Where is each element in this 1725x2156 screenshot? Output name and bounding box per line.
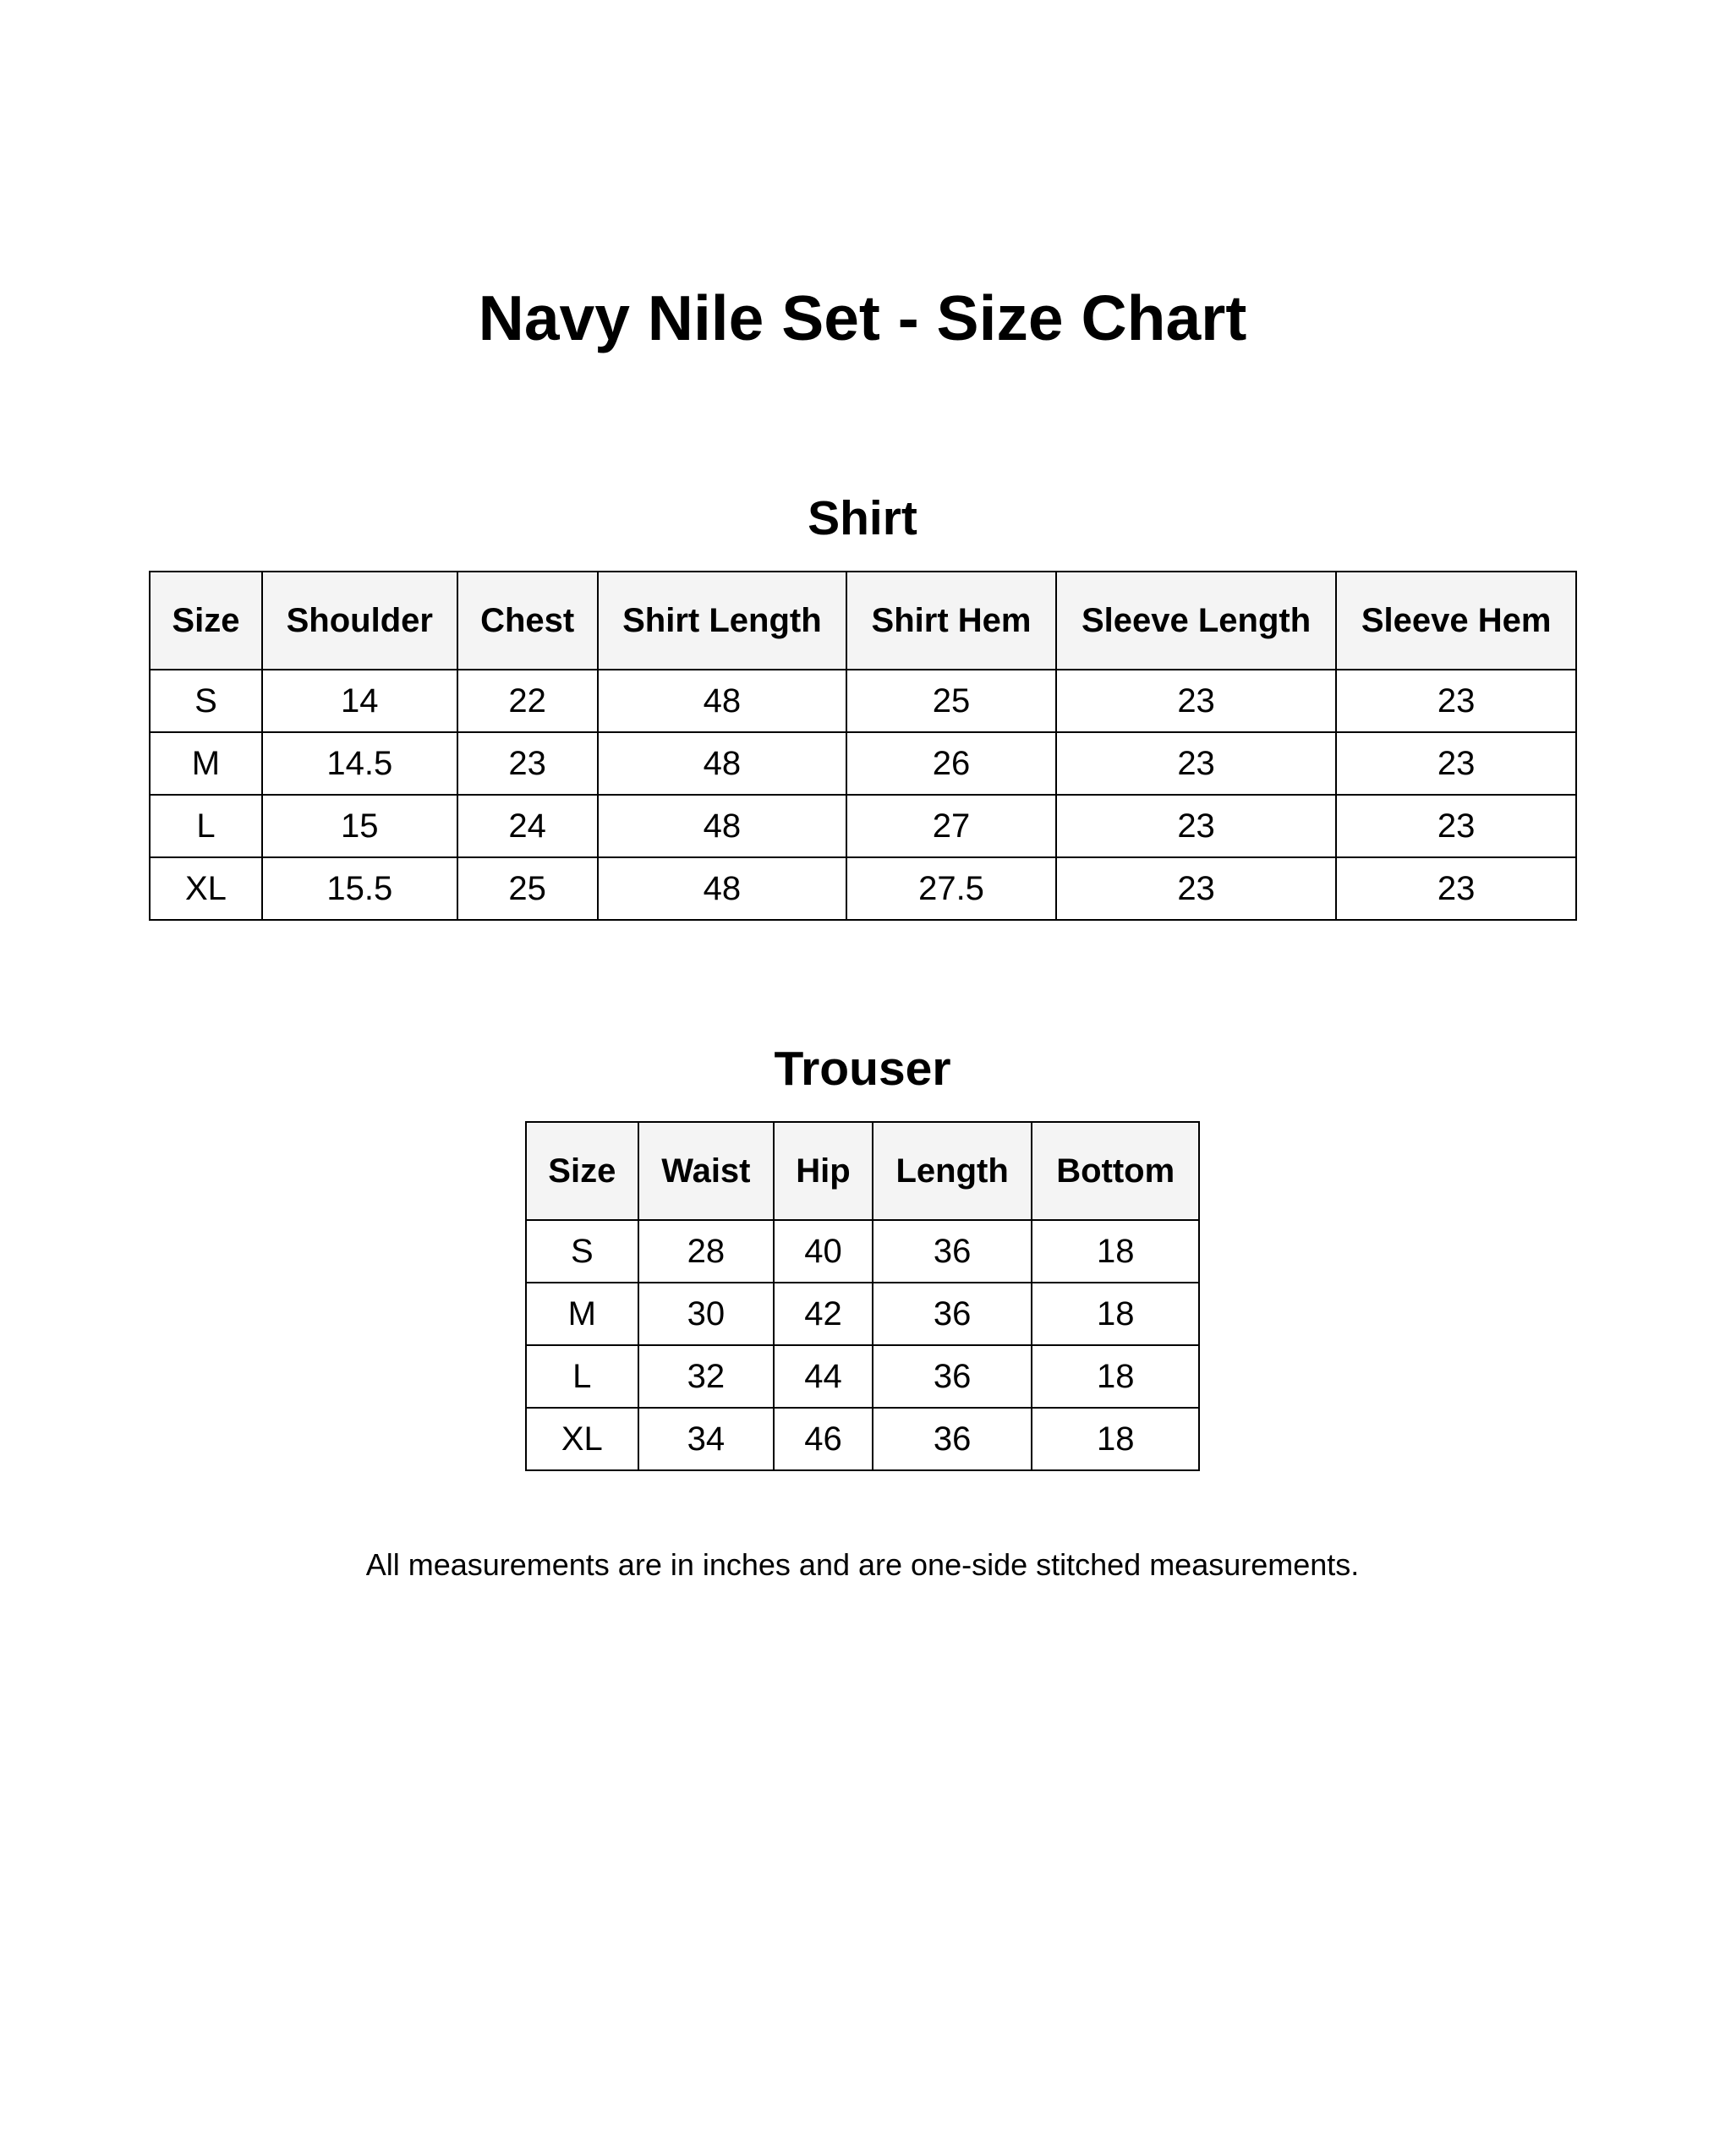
table-cell: 18 (1032, 1220, 1199, 1283)
table-cell: 25 (457, 857, 598, 920)
header-cell: Size (526, 1122, 638, 1220)
header-cell: Hip (774, 1122, 873, 1220)
table-cell: 34 (638, 1408, 775, 1470)
table-header-row (150, 572, 1576, 670)
table-cell: 22 (457, 670, 598, 732)
header-cell: Shirt Hem (846, 572, 1056, 670)
table-cell: 25 (846, 670, 1056, 732)
table-cell: 28 (638, 1220, 775, 1283)
header-cell: Shoulder (262, 572, 457, 670)
trouser-section-title: Trouser (774, 1042, 951, 1096)
table-cell: 36 (873, 1408, 1032, 1470)
table-cell: 40 (774, 1220, 873, 1283)
table-cell: 23 (1056, 857, 1337, 920)
table-cell: 27 (846, 795, 1056, 857)
table-cell: 14 (262, 670, 457, 732)
table-cell: 15 (262, 795, 457, 857)
table-cell: S (150, 670, 262, 732)
table-cell: 48 (598, 795, 847, 857)
table-cell: 24 (457, 795, 598, 857)
table-cell: 36 (873, 1345, 1032, 1408)
table-cell: 23 (1336, 670, 1576, 732)
table-cell: 23 (1056, 670, 1337, 732)
header-cell: Chest (457, 572, 598, 670)
table-cell: 18 (1032, 1408, 1199, 1470)
table-cell: 44 (774, 1345, 873, 1408)
table-cell: XL (526, 1408, 638, 1470)
table-cell: 14.5 (262, 732, 457, 795)
table-cell: 23 (1336, 795, 1576, 857)
table-cell: L (150, 795, 262, 857)
header-cell: Sleeve Hem (1336, 572, 1576, 670)
table-row (526, 1220, 1199, 1283)
table-row (150, 732, 1576, 795)
table-cell: 42 (774, 1283, 873, 1345)
table-cell: 23 (1056, 795, 1337, 857)
table-cell: 26 (846, 732, 1056, 795)
header-cell: Length (873, 1122, 1032, 1220)
header-cell: Shirt Length (598, 572, 847, 670)
table-row (150, 670, 1576, 732)
table-cell: M (526, 1283, 638, 1345)
trouser-size-table (525, 1121, 1200, 1471)
table-cell: 23 (1336, 732, 1576, 795)
table-row (526, 1283, 1199, 1345)
page-title: Navy Nile Set - Size Chart (478, 282, 1247, 353)
table-row (150, 857, 1576, 920)
table-cell: 30 (638, 1283, 775, 1345)
table-header-row (526, 1122, 1199, 1220)
table-cell: 23 (1336, 857, 1576, 920)
table-row (150, 795, 1576, 857)
table-cell: 23 (1056, 732, 1337, 795)
header-cell: Waist (638, 1122, 775, 1220)
table-cell: XL (150, 857, 262, 920)
header-cell: Sleeve Length (1056, 572, 1337, 670)
shirt-size-table (149, 571, 1577, 921)
table-cell: 48 (598, 732, 847, 795)
table-cell: 18 (1032, 1283, 1199, 1345)
table-cell: 15.5 (262, 857, 457, 920)
shirt-section-title: Shirt (808, 491, 917, 545)
table-row (526, 1408, 1199, 1470)
table-cell: L (526, 1345, 638, 1408)
table-row (526, 1345, 1199, 1408)
table-cell: 48 (598, 670, 847, 732)
table-cell: 23 (457, 732, 598, 795)
table-cell: M (150, 732, 262, 795)
header-cell: Size (150, 572, 262, 670)
table-cell: 48 (598, 857, 847, 920)
table-cell: 36 (873, 1220, 1032, 1283)
table-cell: 36 (873, 1283, 1032, 1345)
table-cell: 32 (638, 1345, 775, 1408)
table-cell: S (526, 1220, 638, 1283)
header-cell: Bottom (1032, 1122, 1199, 1220)
table-cell: 27.5 (846, 857, 1056, 920)
measurement-footnote: All measurements are in inches and are one-side stitched measurements. (365, 1547, 1360, 1582)
table-cell: 46 (774, 1408, 873, 1470)
table-cell: 18 (1032, 1345, 1199, 1408)
